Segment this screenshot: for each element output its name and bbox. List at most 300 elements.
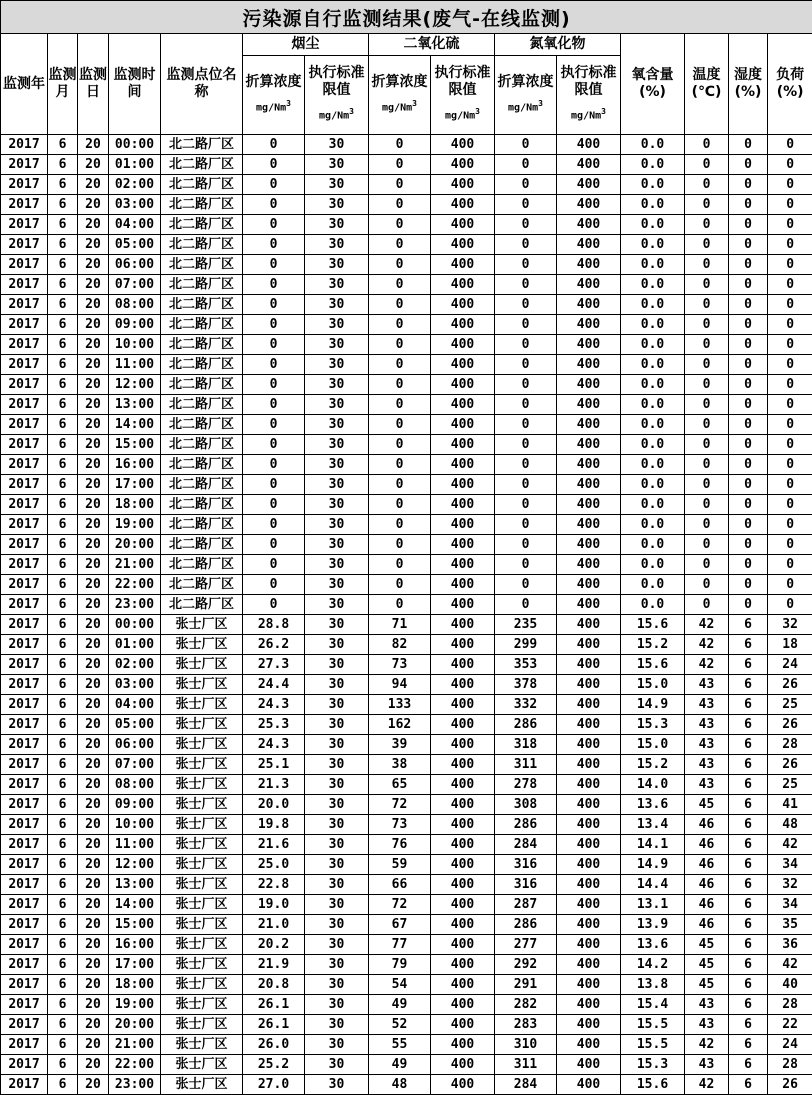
cell-oxygen: 0.0 [621, 295, 685, 315]
table-row [1, 455, 812, 475]
unit-label: mg/Nm$^3$ [445, 107, 480, 122]
cell-humidity: 0 [729, 135, 768, 155]
cell-humidity: 6 [729, 1015, 768, 1035]
cell-so2-conc: 0 [369, 375, 431, 395]
cell-day: 20 [78, 695, 109, 715]
cell-oxygen: 15.5 [621, 1035, 685, 1055]
conc-label: 折算浓度 [371, 73, 428, 90]
cell-dust-limit: 30 [305, 795, 369, 815]
cell-year: 2017 [1, 235, 48, 255]
table-row [1, 1015, 812, 1035]
cell-month: 6 [48, 195, 78, 215]
cell-nox-limit: 400 [557, 995, 621, 1015]
cell-dust-conc: 21.3 [243, 775, 305, 795]
cell-load: 0 [768, 135, 812, 155]
cell-so2-conc: 0 [369, 535, 431, 555]
cell-time: 16:00 [109, 455, 161, 475]
cell-nox-limit: 400 [557, 1015, 621, 1035]
cell-time: 06:00 [109, 735, 161, 755]
cell-nox-conc: 286 [495, 715, 557, 735]
cell-year: 2017 [1, 895, 48, 915]
cell-load: 26 [768, 755, 812, 775]
cell-so2-limit: 400 [431, 955, 495, 975]
cell-load: 34 [768, 855, 812, 875]
cell-nox-conc: 292 [495, 955, 557, 975]
cell-dust-limit: 30 [305, 835, 369, 855]
cell-time: 22:00 [109, 575, 161, 595]
cell-site: 张士厂区 [161, 1015, 243, 1035]
cell-so2-limit: 400 [431, 135, 495, 155]
cell-year: 2017 [1, 135, 48, 155]
cell-nox-conc: 0 [495, 575, 557, 595]
cell-nox-conc: 284 [495, 835, 557, 855]
cell-month: 6 [48, 535, 78, 555]
cell-load: 48 [768, 815, 812, 835]
cell-so2-limit: 400 [431, 935, 495, 955]
unit-label: mg/Nm$^3$ [319, 107, 354, 122]
cell-so2-limit: 400 [431, 275, 495, 295]
cell-dust-conc: 0 [243, 315, 305, 335]
cell-temperature: 0 [685, 255, 729, 275]
cell-site: 北二路厂区 [161, 195, 243, 215]
cell-nox-conc: 311 [495, 755, 557, 775]
cell-oxygen: 0.0 [621, 415, 685, 435]
cell-load: 0 [768, 415, 812, 435]
cell-humidity: 6 [729, 815, 768, 835]
cell-nox-limit: 400 [557, 455, 621, 475]
cell-humidity: 6 [729, 755, 768, 775]
cell-so2-limit: 400 [431, 435, 495, 455]
cell-oxygen: 0.0 [621, 215, 685, 235]
cell-so2-limit: 400 [431, 215, 495, 235]
cell-site: 张士厂区 [161, 955, 243, 975]
cell-so2-limit: 400 [431, 495, 495, 515]
cell-site: 北二路厂区 [161, 295, 243, 315]
cell-site: 张士厂区 [161, 615, 243, 635]
cell-oxygen: 0.0 [621, 335, 685, 355]
cell-nox-limit: 400 [557, 475, 621, 495]
cell-site: 北二路厂区 [161, 395, 243, 415]
cell-dust-limit: 30 [305, 615, 369, 635]
cell-month: 6 [48, 935, 78, 955]
cell-nox-conc: 0 [495, 475, 557, 495]
cell-month: 6 [48, 835, 78, 855]
cell-dust-conc: 0 [243, 475, 305, 495]
cell-day: 20 [78, 995, 109, 1015]
cell-site: 北二路厂区 [161, 495, 243, 515]
cell-temperature: 0 [685, 455, 729, 475]
cell-dust-limit: 30 [305, 175, 369, 195]
cell-dust-conc: 27.3 [243, 655, 305, 675]
cell-time: 23:00 [109, 1075, 161, 1095]
table-row [1, 535, 812, 555]
cell-month: 6 [48, 315, 78, 335]
cell-oxygen: 13.6 [621, 795, 685, 815]
cell-nox-conc: 235 [495, 615, 557, 635]
cell-humidity: 0 [729, 415, 768, 435]
cell-dust-conc: 0 [243, 235, 305, 255]
cell-nox-conc: 0 [495, 175, 557, 195]
cell-nox-conc: 0 [495, 315, 557, 335]
table-row [1, 915, 812, 935]
table-row [1, 175, 812, 195]
cell-load: 0 [768, 215, 812, 235]
cell-nox-conc: 0 [495, 395, 557, 415]
cell-so2-conc: 77 [369, 935, 431, 955]
cell-nox-limit: 400 [557, 915, 621, 935]
cell-dust-limit: 30 [305, 515, 369, 535]
cell-humidity: 6 [729, 735, 768, 755]
cell-nox-conc: 311 [495, 1055, 557, 1075]
table-row [1, 855, 812, 875]
cell-temperature: 0 [685, 415, 729, 435]
cell-day: 20 [78, 975, 109, 995]
cell-humidity: 0 [729, 395, 768, 415]
cell-day: 20 [78, 815, 109, 835]
cell-load: 25 [768, 695, 812, 715]
cell-so2-conc: 0 [369, 355, 431, 375]
cell-month: 6 [48, 415, 78, 435]
cell-nox-conc: 0 [495, 495, 557, 515]
cell-day: 20 [78, 295, 109, 315]
cell-nox-limit: 400 [557, 495, 621, 515]
cell-load: 0 [768, 555, 812, 575]
cell-time: 19:00 [109, 515, 161, 535]
cell-nox-limit: 400 [557, 335, 621, 355]
cell-oxygen: 0.0 [621, 455, 685, 475]
header-dust-limit [305, 56, 369, 135]
cell-so2-limit: 400 [431, 775, 495, 795]
table-row [1, 375, 812, 395]
cell-oxygen: 0.0 [621, 495, 685, 515]
table-row [1, 695, 812, 715]
limit-label: 执行标准限值 [308, 65, 365, 99]
cell-dust-conc: 21.6 [243, 835, 305, 855]
cell-month: 6 [48, 235, 78, 255]
cell-dust-limit: 30 [305, 895, 369, 915]
cell-so2-conc: 0 [369, 255, 431, 275]
cell-month: 6 [48, 655, 78, 675]
cell-humidity: 6 [729, 955, 768, 975]
cell-time: 11:00 [109, 355, 161, 375]
cell-oxygen: 0.0 [621, 595, 685, 615]
cell-site: 张士厂区 [161, 635, 243, 655]
cell-so2-limit: 400 [431, 1035, 495, 1055]
header-so2: 二氧化硫 [369, 34, 495, 56]
cell-year: 2017 [1, 875, 48, 895]
table-row [1, 435, 812, 455]
conc-label: 折算浓度 [497, 73, 554, 90]
cell-dust-limit: 30 [305, 595, 369, 615]
cell-dust-conc: 0 [243, 435, 305, 455]
cell-year: 2017 [1, 1015, 48, 1035]
cell-oxygen: 15.6 [621, 655, 685, 675]
cell-load: 26 [768, 1075, 812, 1095]
cell-temperature: 46 [685, 915, 729, 935]
cell-oxygen: 13.6 [621, 935, 685, 955]
cell-so2-limit: 400 [431, 615, 495, 635]
table-row [1, 235, 812, 255]
cell-month: 6 [48, 795, 78, 815]
cell-nox-conc: 0 [495, 375, 557, 395]
cell-oxygen: 0.0 [621, 375, 685, 395]
cell-day: 20 [78, 495, 109, 515]
table-row [1, 815, 812, 835]
cell-so2-limit: 400 [431, 835, 495, 855]
cell-year: 2017 [1, 475, 48, 495]
cell-site: 张士厂区 [161, 1055, 243, 1075]
cell-temperature: 45 [685, 955, 729, 975]
cell-time: 12:00 [109, 855, 161, 875]
cell-load: 0 [768, 375, 812, 395]
cell-oxygen: 15.3 [621, 1055, 685, 1075]
cell-dust-conc: 0 [243, 415, 305, 435]
table-row [1, 995, 812, 1015]
cell-dust-conc: 20.2 [243, 935, 305, 955]
cell-temperature: 0 [685, 375, 729, 395]
cell-so2-limit: 400 [431, 455, 495, 475]
cell-temperature: 46 [685, 815, 729, 835]
cell-temperature: 43 [685, 735, 729, 755]
cell-day: 20 [78, 895, 109, 915]
cell-nox-limit: 400 [557, 975, 621, 995]
cell-dust-limit: 30 [305, 855, 369, 875]
cell-year: 2017 [1, 835, 48, 855]
cell-month: 6 [48, 735, 78, 755]
cell-nox-conc: 318 [495, 735, 557, 755]
cell-time: 00:00 [109, 615, 161, 635]
cell-oxygen: 15.3 [621, 715, 685, 735]
cell-dust-conc: 27.0 [243, 1075, 305, 1095]
cell-time: 21:00 [109, 555, 161, 575]
header-nox: 氮氧化物 [495, 34, 621, 56]
cell-dust-limit: 30 [305, 755, 369, 775]
cell-so2-conc: 65 [369, 775, 431, 795]
cell-so2-conc: 39 [369, 735, 431, 755]
cell-year: 2017 [1, 1055, 48, 1075]
cell-dust-conc: 0 [243, 575, 305, 595]
cell-nox-limit: 400 [557, 735, 621, 755]
cell-dust-conc: 22.8 [243, 875, 305, 895]
cell-month: 6 [48, 855, 78, 875]
table-row [1, 675, 812, 695]
cell-so2-conc: 0 [369, 515, 431, 535]
table-row [1, 795, 812, 815]
cell-nox-limit: 400 [557, 375, 621, 395]
cell-time: 15:00 [109, 915, 161, 935]
cell-time: 02:00 [109, 655, 161, 675]
cell-so2-conc: 0 [369, 335, 431, 355]
cell-load: 0 [768, 255, 812, 275]
cell-temperature: 43 [685, 695, 729, 715]
cell-site: 张士厂区 [161, 935, 243, 955]
cell-nox-limit: 400 [557, 535, 621, 555]
header-site: 监测点位名称 [161, 34, 243, 135]
cell-nox-limit: 400 [557, 855, 621, 875]
cell-oxygen: 15.0 [621, 675, 685, 695]
table-row [1, 935, 812, 955]
cell-dust-limit: 30 [305, 155, 369, 175]
cell-load: 22 [768, 1015, 812, 1035]
cell-day: 20 [78, 355, 109, 375]
cell-dust-limit: 30 [305, 1015, 369, 1035]
cell-nox-conc: 0 [495, 255, 557, 275]
cell-humidity: 0 [729, 215, 768, 235]
cell-dust-limit: 30 [305, 775, 369, 795]
cell-dust-conc: 0 [243, 155, 305, 175]
cell-humidity: 0 [729, 435, 768, 455]
table-row [1, 515, 812, 535]
cell-humidity: 6 [729, 935, 768, 955]
table-row [1, 415, 812, 435]
cell-humidity: 6 [729, 975, 768, 995]
cell-time: 02:00 [109, 175, 161, 195]
table-row [1, 275, 812, 295]
cell-temperature: 0 [685, 295, 729, 315]
cell-day: 20 [78, 1075, 109, 1095]
cell-oxygen: 0.0 [621, 195, 685, 215]
cell-temperature: 45 [685, 795, 729, 815]
cell-day: 20 [78, 735, 109, 755]
cell-year: 2017 [1, 355, 48, 375]
cell-day: 20 [78, 195, 109, 215]
cell-humidity: 6 [729, 1055, 768, 1075]
cell-time: 05:00 [109, 715, 161, 735]
cell-so2-limit: 400 [431, 295, 495, 315]
table-row [1, 475, 812, 495]
cell-day: 20 [78, 315, 109, 335]
cell-temperature: 43 [685, 675, 729, 695]
cell-nox-limit: 400 [557, 875, 621, 895]
cell-year: 2017 [1, 815, 48, 835]
cell-load: 26 [768, 675, 812, 695]
table-row [1, 955, 812, 975]
cell-so2-conc: 0 [369, 155, 431, 175]
table-row [1, 715, 812, 735]
cell-dust-conc: 19.0 [243, 895, 305, 915]
cell-oxygen: 0.0 [621, 475, 685, 495]
cell-dust-conc: 26.0 [243, 1035, 305, 1055]
cell-nox-limit: 400 [557, 595, 621, 615]
cell-humidity: 0 [729, 155, 768, 175]
table-row [1, 595, 812, 615]
cell-month: 6 [48, 395, 78, 415]
cell-nox-limit: 400 [557, 835, 621, 855]
cell-nox-conc: 310 [495, 1035, 557, 1055]
cell-day: 20 [78, 555, 109, 575]
cell-humidity: 0 [729, 495, 768, 515]
cell-year: 2017 [1, 395, 48, 415]
cell-so2-limit: 400 [431, 975, 495, 995]
cell-dust-conc: 0 [243, 375, 305, 395]
cell-so2-limit: 400 [431, 415, 495, 435]
cell-so2-limit: 400 [431, 815, 495, 835]
table-row [1, 615, 812, 635]
cell-dust-limit: 30 [305, 1055, 369, 1075]
cell-oxygen: 15.0 [621, 735, 685, 755]
cell-so2-conc: 73 [369, 655, 431, 675]
limit-label: 执行标准限值 [434, 65, 491, 99]
table-row [1, 295, 812, 315]
cell-temperature: 0 [685, 395, 729, 415]
cell-nox-limit: 400 [557, 775, 621, 795]
table-row [1, 1075, 812, 1095]
cell-time: 08:00 [109, 775, 161, 795]
cell-site: 北二路厂区 [161, 275, 243, 295]
cell-oxygen: 13.1 [621, 895, 685, 915]
cell-dust-conc: 0 [243, 195, 305, 215]
cell-so2-conc: 0 [369, 555, 431, 575]
cell-year: 2017 [1, 755, 48, 775]
table-row [1, 315, 812, 335]
cell-site: 张士厂区 [161, 1075, 243, 1095]
cell-so2-limit: 400 [431, 795, 495, 815]
cell-load: 28 [768, 995, 812, 1015]
cell-temperature: 43 [685, 1015, 729, 1035]
cell-month: 6 [48, 555, 78, 575]
cell-load: 36 [768, 935, 812, 955]
cell-dust-conc: 25.0 [243, 855, 305, 875]
cell-temperature: 42 [685, 655, 729, 675]
cell-site: 北二路厂区 [161, 555, 243, 575]
cell-oxygen: 13.8 [621, 975, 685, 995]
cell-temperature: 0 [685, 495, 729, 515]
cell-day: 20 [78, 1055, 109, 1075]
cell-time: 12:00 [109, 375, 161, 395]
cell-oxygen: 0.0 [621, 315, 685, 335]
cell-month: 6 [48, 875, 78, 895]
cell-year: 2017 [1, 255, 48, 275]
cell-so2-limit: 400 [431, 555, 495, 575]
cell-year: 2017 [1, 375, 48, 395]
cell-so2-conc: 0 [369, 475, 431, 495]
cell-dust-limit: 30 [305, 495, 369, 515]
cell-year: 2017 [1, 975, 48, 995]
cell-site: 张士厂区 [161, 715, 243, 735]
cell-time: 00:00 [109, 135, 161, 155]
cell-oxygen: 14.0 [621, 775, 685, 795]
cell-day: 20 [78, 855, 109, 875]
cell-so2-limit: 400 [431, 635, 495, 655]
cell-time: 17:00 [109, 955, 161, 975]
cell-nox-limit: 400 [557, 235, 621, 255]
cell-site: 张士厂区 [161, 895, 243, 915]
cell-so2-conc: 0 [369, 135, 431, 155]
cell-nox-limit: 400 [557, 755, 621, 775]
cell-year: 2017 [1, 955, 48, 975]
cell-load: 0 [768, 515, 812, 535]
cell-time: 18:00 [109, 495, 161, 515]
table-row [1, 255, 812, 275]
cell-site: 张士厂区 [161, 975, 243, 995]
cell-nox-conc: 308 [495, 795, 557, 815]
table-row [1, 395, 812, 415]
cell-day: 20 [78, 955, 109, 975]
cell-load: 0 [768, 275, 812, 295]
cell-site: 张士厂区 [161, 735, 243, 755]
table-row [1, 155, 812, 175]
cell-day: 20 [78, 635, 109, 655]
table-row [1, 895, 812, 915]
cell-site: 张士厂区 [161, 995, 243, 1015]
cell-nox-limit: 400 [557, 515, 621, 535]
cell-time: 19:00 [109, 995, 161, 1015]
unit-label: mg/Nm$^3$ [508, 98, 543, 114]
cell-month: 6 [48, 755, 78, 775]
cell-day: 20 [78, 915, 109, 935]
cell-humidity: 6 [729, 615, 768, 635]
table-row [1, 975, 812, 995]
